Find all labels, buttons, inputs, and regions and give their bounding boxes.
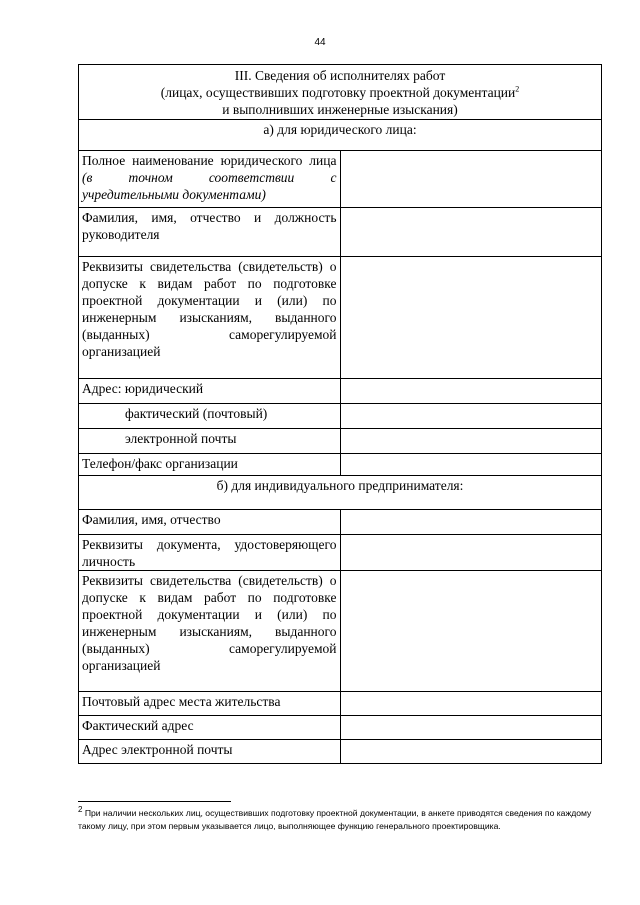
legal-actual-address-row bbox=[79, 404, 602, 429]
ie-actual-address-label: Фактический адрес bbox=[79, 716, 341, 740]
legal-fullname-label bbox=[79, 151, 341, 208]
footnote bbox=[78, 807, 602, 833]
section-title-line1: III. Сведения об исполнителях работ bbox=[234, 68, 446, 83]
legal-phone-field[interactable] bbox=[340, 454, 602, 476]
ie-actual-address-row bbox=[79, 716, 602, 740]
legal-fullname-row bbox=[79, 151, 602, 208]
legal-phone-label: Телефон/факс организации bbox=[79, 454, 341, 476]
legal-certificate-label: Реквизиты свидетельства (свидетельств) о допуске к видам работ по подготовке проектной документации и (или) по инженерным изысканиям, выданного (выданных) саморегулируемой организацией bbox=[79, 257, 341, 379]
legal-certificate-field[interactable] bbox=[340, 257, 602, 379]
legal-address-field[interactable] bbox=[340, 379, 602, 404]
contractors-table bbox=[78, 64, 602, 764]
legal-email-field[interactable] bbox=[340, 429, 602, 454]
legal-heading-row bbox=[79, 120, 602, 151]
ie-actual-address-field[interactable] bbox=[340, 716, 602, 740]
footnote-ref[interactable]: 2 bbox=[515, 84, 520, 94]
page-number: 44 bbox=[314, 37, 326, 48]
ie-email-row bbox=[79, 740, 602, 764]
ie-name-row bbox=[79, 510, 602, 535]
legal-certificate-row bbox=[79, 257, 602, 379]
legal-director-label: Фамилия, имя, отчество и должность руководителя bbox=[79, 208, 341, 257]
ie-email-label: Адрес электронной почты bbox=[79, 740, 341, 764]
ie-residence-field[interactable] bbox=[340, 692, 602, 716]
legal-heading: а) для юридического лица: bbox=[79, 120, 602, 151]
section-title-line3: и выполнивших инженерные изыскания) bbox=[222, 102, 458, 117]
ie-residence-row bbox=[79, 692, 602, 716]
legal-phone-row bbox=[79, 454, 602, 476]
ie-certificate-label: Реквизиты свидетельства (свидетельств) о допуске к видам работ по подготовке проектной документации и (или) по инженерным изысканиям, выданного (выданных) саморегулируемой организацией bbox=[79, 571, 341, 692]
legal-fullname-text: Полное наименование юридического лица bbox=[82, 153, 337, 168]
footnote-marker: 2 bbox=[78, 805, 83, 815]
ie-id-document-row bbox=[79, 535, 602, 571]
ie-residence-label: Почтовый адрес места жительства bbox=[79, 692, 341, 716]
legal-email-row bbox=[79, 429, 602, 454]
legal-email-label: электронной почты bbox=[79, 429, 341, 454]
footnote-text: При наличии нескольких лиц, осуществивших подготовку проектной документации, в анкете приводятся сведения по каждому такому лицу, при этом первым указывается лицо, выполняющее функцию генерального проектировщика. bbox=[78, 808, 592, 831]
ie-name-label: Фамилия, имя, отчество bbox=[79, 510, 341, 535]
legal-director-row bbox=[79, 208, 602, 257]
legal-actual-address-label: фактический (почтовый) bbox=[79, 404, 341, 429]
legal-address-label: Адрес: юридический bbox=[79, 379, 341, 404]
legal-fullname-note: (в точном соответствии с учредительными документами) bbox=[82, 170, 337, 202]
ie-certificate-row bbox=[79, 571, 602, 692]
legal-fullname-field[interactable] bbox=[340, 151, 602, 208]
ie-certificate-field[interactable] bbox=[340, 571, 602, 692]
legal-director-field[interactable] bbox=[340, 208, 602, 257]
legal-actual-address-field[interactable] bbox=[340, 404, 602, 429]
ie-heading-row bbox=[79, 476, 602, 510]
section-title-line2: (лицах, осуществивших подготовку проектной документации bbox=[160, 85, 516, 100]
section-title bbox=[79, 65, 602, 120]
legal-address-row bbox=[79, 379, 602, 404]
ie-id-document-label: Реквизиты документа, удостоверяющего личность bbox=[79, 535, 341, 571]
ie-id-document-field[interactable] bbox=[340, 535, 602, 571]
ie-email-field[interactable] bbox=[340, 740, 602, 764]
ie-name-field[interactable] bbox=[340, 510, 602, 535]
section-title-row bbox=[79, 65, 602, 120]
footnote-divider bbox=[78, 801, 231, 802]
ie-heading: б) для индивидуального предпринимателя: bbox=[79, 476, 602, 510]
